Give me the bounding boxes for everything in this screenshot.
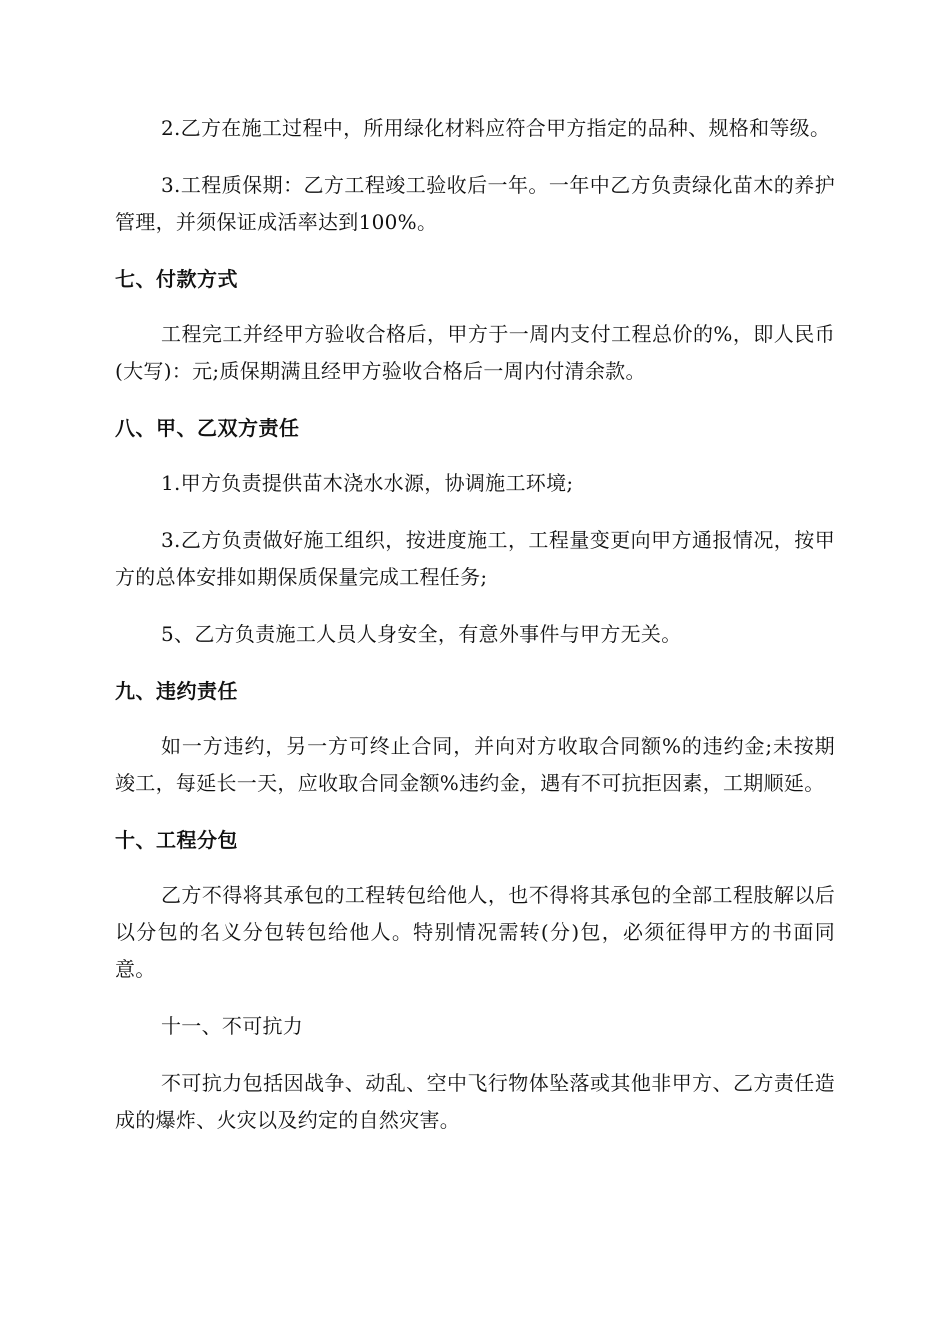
paragraph-payment: 工程完工并经甲方验收合格后，甲方于一周内支付工程总价的%，即人民币(大写)：元;质保期满且经甲方验收合格后一周内付清余款。 [115, 322, 835, 383]
paragraph-breach: 如一方违约，另一方可终止合同，并向对方收取合同额%的违约金;未按期竣工，每延长一天，应收取合同金额%违约金，遇有不可抗拒因素，工期顺延。 [115, 734, 835, 795]
heading-responsibilities: 八、甲、乙双方责任 [115, 416, 300, 440]
paragraph-warranty: 3.工程质保期：乙方工程竣工验收后一年。一年中乙方负责绿化苗木的养护管理，并须保证成活率达到100%。 [115, 173, 835, 234]
paragraph-resp-1: 1.甲方负责提供苗木浇水水源，协调施工环境; [161, 471, 574, 495]
heading-breach: 九、违约责任 [115, 679, 238, 703]
paragraph-resp-3: 3.乙方负责做好施工组织，按进度施工，工程量变更向甲方通报情况，按甲方的总体安排如期保质保量完成工程任务; [115, 528, 835, 589]
paragraph-force-majeure: 不可抗力包括因战争、动乱、空中飞行物体坠落或其他非甲方、乙方责任造成的爆炸、火灾以及约定的自然灾害。 [115, 1071, 835, 1132]
paragraph-quality-materials: 2.乙方在施工过程中，所用绿化材料应符合甲方指定的品种、规格和等级。 [161, 116, 831, 140]
paragraph-subcontract: 乙方不得将其承包的工程转包给他人，也不得将其承包的全部工程肢解以后以分包的名义分包转包给他人。特别情况需转(分)包，必须征得甲方的书面同意。 [115, 883, 835, 981]
paragraph-resp-5: 5、乙方负责施工人员人身安全，有意外事件与甲方无关。 [161, 622, 682, 646]
document-page [115, 110, 835, 1159]
heading-force-majeure: 十一、不可抗力 [161, 1014, 304, 1038]
heading-payment: 七、付款方式 [115, 267, 238, 291]
heading-subcontract: 十、工程分包 [115, 828, 238, 852]
